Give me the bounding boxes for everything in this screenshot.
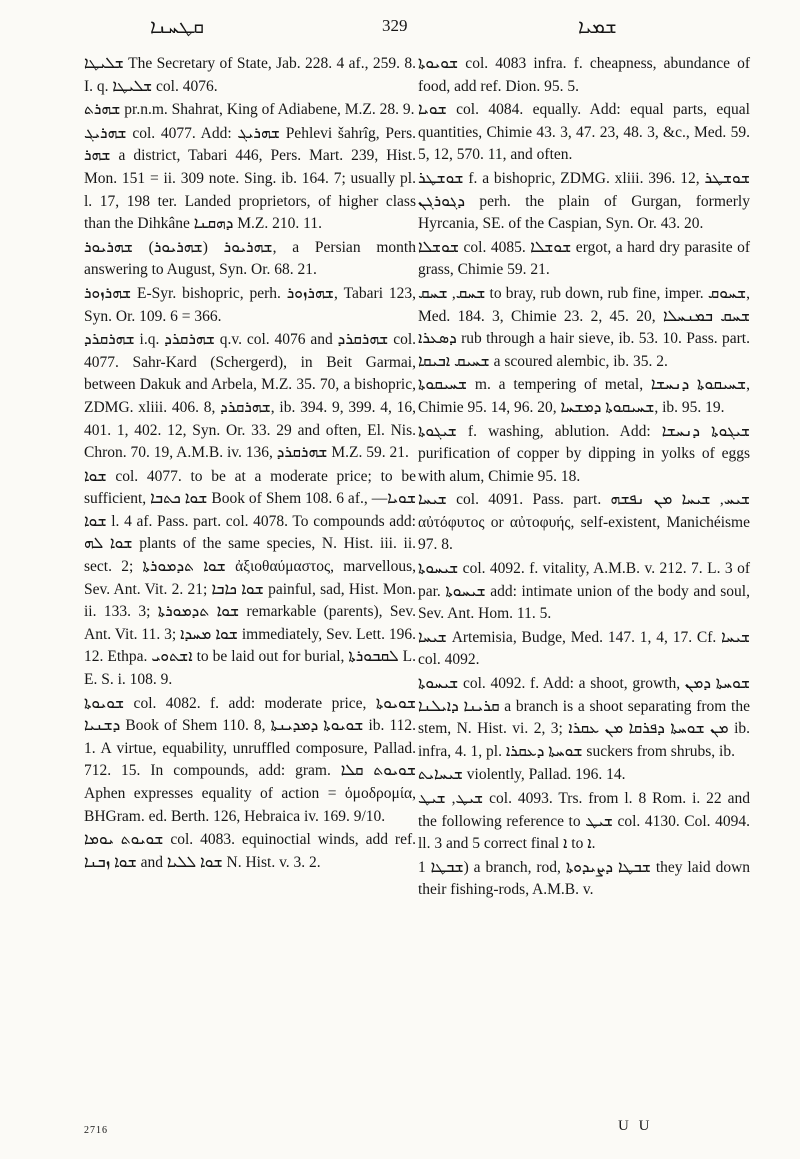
- running-head-right: ܫܡܝܐ: [578, 16, 617, 38]
- entry: ܫܝܛ, ܫܝܛ col. 4093. Trs. from l. 8 Rom. i. 22 and the following reference to ܫܝܛ col. 4130. Col. 4094. ll. 3 and 5 correct final ܐ to ܐ.: [418, 790, 750, 853]
- gathering-signature: U U: [618, 1118, 653, 1134]
- entry: ܫܝܚܘܬܐ col. 4092. f. Add: a shoot, growth, ܫܘܚܬܐ ܕܡܢ ܩܪܝܢܐ ܕܐܝܠܢܐ a branch is a shoot separating from the stem, N. Hist. vi. 2, 3; ܡܢ ܫܘܚܬܐ ܕܦܪܩܐ ܡܢ ܥܩܪܐ ib. infra, 4. 1, pl. ܫܘܚܬܐ ܕܥܩܪܐ suckers from shrubs, ib.: [418, 675, 750, 760]
- entry: ܫܗܪܬ pr.n.m. Shahrat, King of Adiabene, M.Z. 28. 9.: [84, 101, 415, 119]
- entry: ܫܗܪܩܪܕ i.q. ܫܗܪܩܪܕ q.v. col. 4076 and ܫܗܪܩܪܕ col. 4077. Sahr-Kard (Schergerd), in Beit Garmai, between Dakuk and Arbela, M.Z. 35. 70, a bishopric, ZDMG. xliii. 406. 8, ܫܗܪܩܪܕ, ib. 394. 9, 399. 4, 16, 401. 1, 402. 12, Syn. Or. 33. 29 and often, El. Nis. Chron. 70. 19, A.M.B. iv. 136, ܫܗܪܩܪܕ M.Z. 59. 21.: [84, 331, 417, 462]
- left-column: [84, 52, 416, 874]
- entry: ܫܘܫܛܪ f. a bishopric, ZDMG. xliii. 396. 12, ܫܘܫܛܪ ܕܓܘܪܓܢ perh. the plain of Gurgan, formerly Hyrcania, SE. of the Caspian, Syn. Or. 43. 20.: [418, 169, 750, 233]
- entry: ܫܗܪܙܘܪ E-Syr. bishopric, perh. ܫܗܪܙܘܪ, Tabari 123, Syn. Or. 109. 6 = 366.: [84, 284, 416, 325]
- page-number: 329: [382, 16, 408, 35]
- entry: ܫܘܝܐ col. 4084. equally. Add: equal parts, equal quantities, Chimie 43. 3, 47. 23, 48. 3, &c., Med. 59. 5, 12, 570. 11, and often.: [418, 101, 750, 164]
- entry: ܫܗܪܝܓ col. 4077. Add: ܫܗܪܝܓ Pehlevi šahrîg, Pers. ܫܗܪ a district, Tabari 446, Pers. Mart. 239, Hist. Mon. 151 = ii. 309 note. Sing. ib. 164. 7; usually pl. l. 17, 198 ter. Landed proprietors, of higher class than the Dihkâne ܕܗܩܢܐ M.Z. 210. 11.: [84, 124, 416, 233]
- printer-signature: 2716: [84, 1125, 108, 1136]
- entry: ܫܘܝܘܬ ܝܘܡܐ col. 4083. equinoctial winds, add ref. ܫܘܐ ܙܒܢܐ and ܫܘܐ ܠܠܝܐ N. Hist. v. 3. 2.: [84, 831, 416, 871]
- entry: ܫܝܚܐܝܬ violently, Pallad. 196. 14.: [418, 766, 626, 784]
- entry: ܫܘܫܠܐ col. 4085. ܫܘܫܠܐ ergot, a hard dry parasite of grass, Chimie 59. 21.: [418, 238, 751, 279]
- entry: ܫܗܪܝܘܪ (ܫܗܪܝܘܪ) ܫܗܪܝܘܪ, a Persian month answering to August, Syn. Or. 68. 21.: [84, 238, 416, 279]
- entry: ܫܘܝܘܬܐ col. 4083 infra. f. cheapness, abundance of food, add ref. Dion. 95. 5.: [418, 55, 750, 95]
- entry: ܫܝܚܘܬܐ col. 4092. f. vitality, A.M.B. v. 212. 7. L. 3 of par. ܫܝܚܘܬܐ add: intimate union of the body and soul, Sev. Ant. Hom. 11. 5.: [418, 560, 750, 623]
- entry: ܫܚܝܩܘܬܐ m. a tempering of metal, ܫܚܝܩܘܬܐ ܕܢܚܫܐ, Chimie 95. 14, 96. 20, ܫܚܝܩܘܬܐ ܕܡܫܚܐ, ib. 95. 19.: [418, 376, 750, 416]
- entry: ܫܝܓܘܬܐ f. washing, ablution. Add: ܫܝܓܘܬܐ ܕܢܚܫܐ purification of copper by dipping in yolks of eggs with alum, Chimie 95. 18.: [418, 422, 750, 485]
- entry: ܫܒܛܐ 1) a branch, rod, ܫܒܛܐ ܕܨܝܕܘܬܐ they laid down their fishing-rods, A.M.B. v.: [418, 858, 751, 899]
- running-head-left: ܩܛܚܢܐ: [150, 16, 205, 38]
- right-column: [418, 52, 750, 902]
- page-header: [0, 14, 800, 44]
- entry: ܫܠܝܛܐ The Secretary of State, Jab. 228. 4 af., 259. 8. I. q. ܫܠܝܛܐ col. 4076.: [84, 55, 416, 95]
- entry: ܫܘܝܘܬܐ col. 4082. f. add: moderate price, ܫܘܝܘܬܐ ܕܫܢܝܐ Book of Shem 110. 8, ܫܘܝܘܬܐ ܕܡܕܝܢܬܐ ib. 112. 1. A virtue, equability, unruffled composure, Pallad. 712. 15. In compounds, add: gram. ܫܘܝܘܬ ܩܠܐ Aphen expresses equality of action = ὁμοδρομία, BHGram. ed. Berth. 126, Hebraica iv. 169. 9/10.: [84, 694, 417, 825]
- entry: ܫܝܚܐ Artemisia, Budge, Med. 147. 1, 4, 17. Cf. ܫܝܚܐ col. 4092.: [418, 628, 750, 669]
- entry: ܫܚܩ, ܫܚܩ to bray, rub down, rub fine, imper. ܫܚܘܩ, Med. 184. 3, Chimie 23. 2, 45. 20, ܫܚܩ ܒܡܢܚܠܐ ܕܣܥܪܐ rub through a hair sieve, ib. 53. 10. Pass. part. ܫܚܝܩ ܐܒܝܩܐ a scoured alembic, ib. 35. 2.: [418, 284, 750, 370]
- entry: ܫܝܚܐ col. 4091. Pass. part. ܫܝܚ, ܫܝܚܐ ܡܢ ܢܦܫܗ αὐτόφυτος or αὐτοφυής, self-existent, Manichéisme 97. 8.: [418, 491, 750, 554]
- entry: ܫܘܐ col. 4077. to be at a moderate price; to be sufficient, ܫܘܐ ܟܬܒܐ Book of Shem 108. 6 af., ܫܘܝܐ—ܫܘܐ l. 4 af. Pass. part. col. 4078. To compounds add: ܫܘܐ ܠܗ plants of the same species, N. Hist. iii. ii. sect. 2; ܫܘܐ ܬܕܡܘܪܬܐ ἀξιοθαύμαστος, marvellous, Sev. Ant. Vit. 2. 21; ܫܘܐ ܟܐܒܐ painful, sad, Hist. Mon. ii. 133. 3; ܫܘܐ ܬܕܡܘܪܬܐ remarkable (parents), Sev. Ant. Vit. 11. 3; ܫܘܐ ܡܚܕܐ immediately, Sev. Lett. 196. 12. Ethpa. ܐܫܬܘܝ to be laid out for burial, ܠܩܒܘܪܬܐ L. E. S. i. 108. 9.: [84, 467, 417, 689]
